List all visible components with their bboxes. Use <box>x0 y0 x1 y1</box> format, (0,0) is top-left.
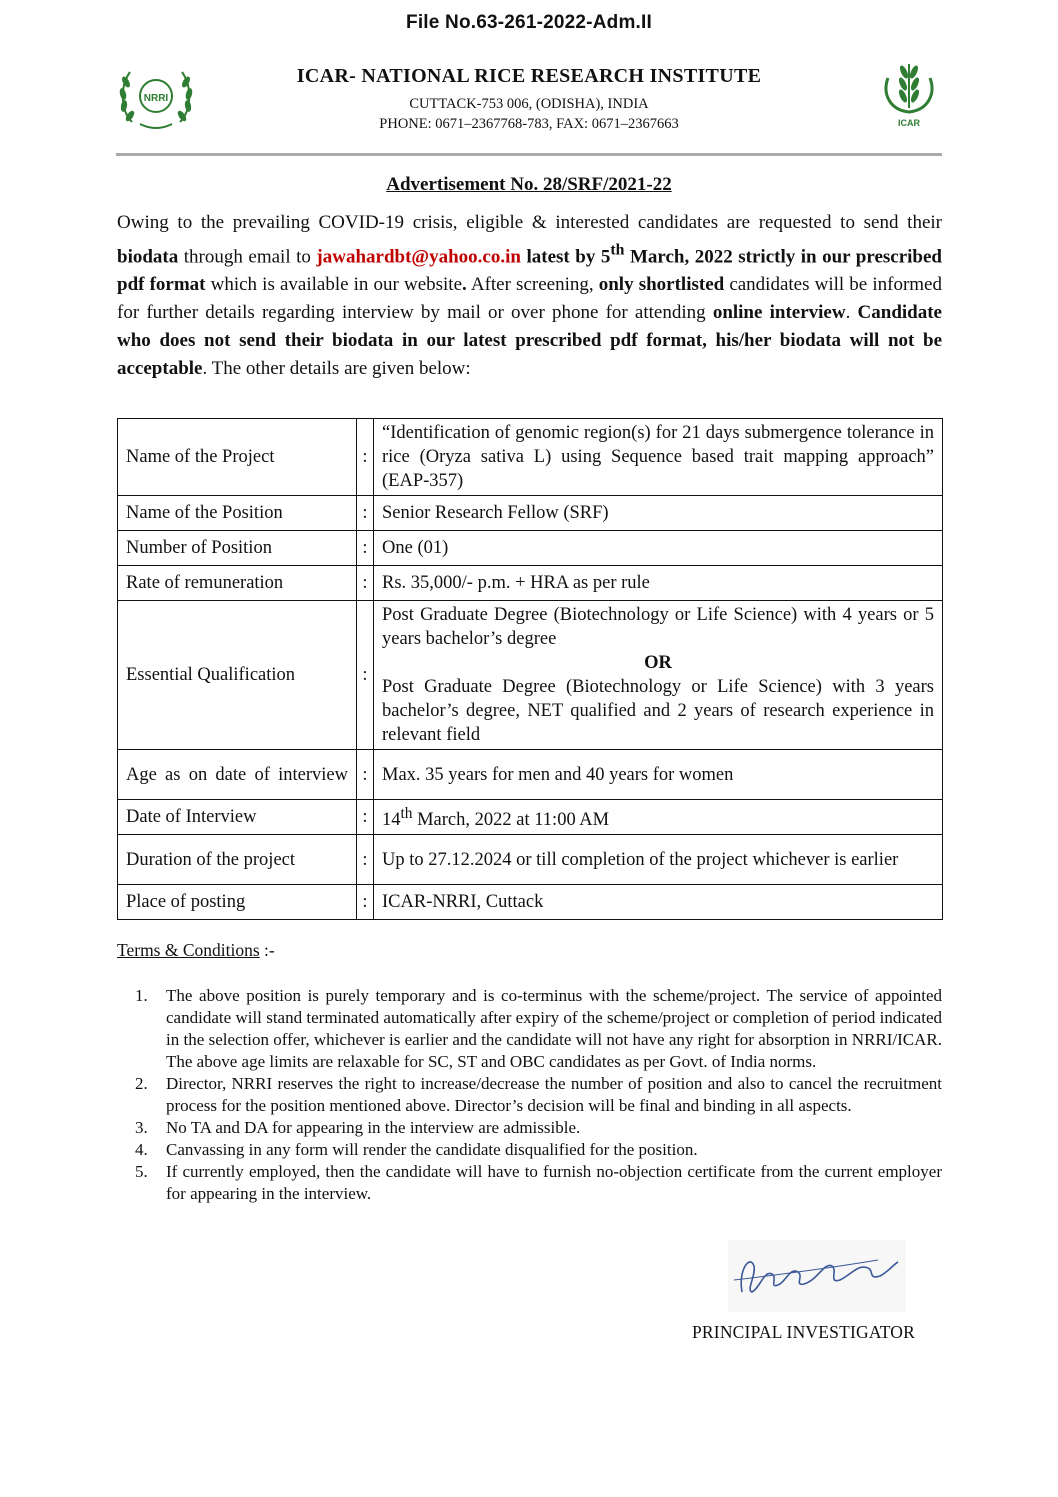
intro-text: candidates will be informed for further details regarding interview by mail or over phone for attending <box>117 274 942 324</box>
row-colon: : <box>357 750 374 800</box>
intro-bold: latest by 5 <box>520 246 611 268</box>
row-label: Name of the Project <box>118 419 357 496</box>
list-item-text: The above position is purely temporary and is co-terminus with the scheme/project. The service of appointed candidate will stand terminated automatically after expiry of the scheme/project or completion of period indicated in the selection offer, whichever is earlier and the candidate will not have any right for absorption in NRRI/ICAR. The above age limits are relaxable for SC, ST and OBC candidates as per Govt. of India norms. <box>166 986 942 1071</box>
list-item <box>117 1073 942 1117</box>
table-row <box>118 835 943 885</box>
intro-bold: Candidate who does not send their biodata in our latest prescribed pdf format, his/her biodata will not be acceptable <box>117 302 942 380</box>
row-label: Date of Interview <box>118 800 357 835</box>
row-label <box>118 750 357 800</box>
row-value <box>374 800 943 835</box>
row-value: One (01) <box>374 531 943 566</box>
intro-text: . <box>845 302 858 324</box>
terms-heading-suffix: :- <box>259 940 275 960</box>
row-colon: : <box>357 885 374 920</box>
nrri-logo-text: NRRI <box>143 93 169 104</box>
row-value: ICAR-NRRI, Cuttack <box>374 885 943 920</box>
list-item <box>117 1117 942 1139</box>
advertisement-title: Advertisement No. 28/SRF/2021-22 <box>386 174 672 195</box>
table-row <box>118 496 943 531</box>
table-row <box>118 531 943 566</box>
list-item-number: 3. <box>135 1118 148 1137</box>
row-value <box>374 601 943 750</box>
row-colon: : <box>357 531 374 566</box>
list-item <box>117 1139 942 1161</box>
terms-list <box>117 985 942 1205</box>
row-label: Duration of the project <box>118 835 357 885</box>
terms-heading <box>117 940 275 961</box>
intro-text: . The other details are given below: <box>202 358 471 380</box>
qualification-option-b: Post Graduate Degree (Biotechnology or Life Science) with 3 years bachelor’s degree, NET qualified and 2 years of research experience in relevant field <box>382 677 934 745</box>
table-row <box>118 800 943 835</box>
header-divider <box>116 153 942 156</box>
intro-bold: online interview <box>712 302 846 324</box>
row-colon: : <box>357 601 374 750</box>
intro-paragraph <box>117 209 942 383</box>
list-item <box>117 985 942 1073</box>
institute-phone: PHONE: 0671–2367768-783, FAX: 0671–2367663 <box>379 116 679 132</box>
row-label: Essential Qualification <box>118 601 357 750</box>
interview-day-suffix: th <box>400 805 413 822</box>
row-label: Place of posting <box>118 885 357 920</box>
row-label-text: Age as on date of interview <box>126 764 348 785</box>
intro-bold: . <box>462 274 467 296</box>
row-label: Rate of remuneration <box>118 566 357 601</box>
intro-bold: biodata <box>117 246 179 268</box>
intro-bold: only shortlisted <box>598 274 725 296</box>
list-item-number: 5. <box>135 1162 148 1181</box>
terms-heading-text: Terms & Conditions <box>117 940 260 960</box>
institute-address: CUTTACK-753 006, (ODISHA), INDIA <box>409 96 649 112</box>
table-row <box>118 419 943 496</box>
signatory-designation: PRINCIPAL INVESTIGATOR <box>692 1322 916 1342</box>
intro-bold: March, 2022 strictly in our prescribed pdf format <box>117 246 942 296</box>
list-item-number: 2. <box>135 1074 148 1093</box>
interview-day: 14 <box>382 810 401 831</box>
icar-logo-text: ICAR <box>898 118 920 128</box>
list-item-number: 4. <box>135 1140 148 1159</box>
qualification-option-a: Post Graduate Degree (Biotechnology or Life Science) with 4 years or 5 years bachelor’s degree <box>382 605 934 649</box>
list-item-text: Director, NRRI reserves the right to increase/decrease the number of position and also to cancel the recruitment process for the position mentioned above. Director’s decision will be final and binding in all aspects. <box>166 1074 942 1115</box>
row-colon: : <box>357 835 374 885</box>
list-item <box>117 1161 942 1205</box>
list-item-text: Canvassing in any form will render the candidate disqualified for the position. <box>166 1140 698 1159</box>
intro-superscript: th <box>610 242 625 259</box>
row-colon: : <box>357 496 374 531</box>
intro-text: through email to <box>178 246 317 268</box>
table-row <box>118 601 943 750</box>
list-item-text: No TA and DA for appearing in the interview are admissible. <box>166 1118 581 1137</box>
row-value: “Identification of genomic region(s) for 21 days submergence tolerance in rice (Oryza sativa L) using Sequence based trait mapping approach” (EAP-357) <box>374 419 943 496</box>
row-label: Number of Position <box>118 531 357 566</box>
table-row <box>118 566 943 601</box>
list-item-number: 1. <box>135 986 148 1005</box>
signature-image <box>728 1240 906 1312</box>
contact-email-link[interactable]: jawahardbt@yahoo.co.in <box>316 246 521 268</box>
row-colon: : <box>357 800 374 835</box>
row-colon: : <box>357 419 374 496</box>
row-value: Up to 27.12.2024 or till completion of the project whichever is earlier <box>374 835 943 885</box>
table-row <box>118 750 943 800</box>
row-label: Name of the Position <box>118 496 357 531</box>
list-item-text: If currently employed, then the candidate will have to furnish no-objection certificate from the current employer for appearing in the interview. <box>166 1162 942 1203</box>
interview-date-rest: March, 2022 at 11:00 AM <box>412 810 610 831</box>
row-value: Max. 35 years for men and 40 years for women <box>374 750 943 800</box>
row-value: Rs. 35,000/- p.m. + HRA as per rule <box>374 566 943 601</box>
intro-text: Owing to the prevailing COVID-19 crisis, eligible & interested candidates are requested to send their <box>117 212 942 233</box>
table-row <box>118 885 943 920</box>
file-number: File No.63-261-2022-Adm.II <box>406 12 652 33</box>
icar-logo <box>880 58 938 130</box>
qualification-or: OR <box>644 653 672 673</box>
institute-name: ICAR- NATIONAL RICE RESEARCH INSTITUTE <box>296 65 762 87</box>
position-details-table <box>117 418 943 920</box>
intro-text: which is available in our website <box>205 274 463 296</box>
intro-text: After screening, <box>466 274 599 296</box>
row-value: Senior Research Fellow (SRF) <box>374 496 943 531</box>
row-colon: : <box>357 566 374 601</box>
